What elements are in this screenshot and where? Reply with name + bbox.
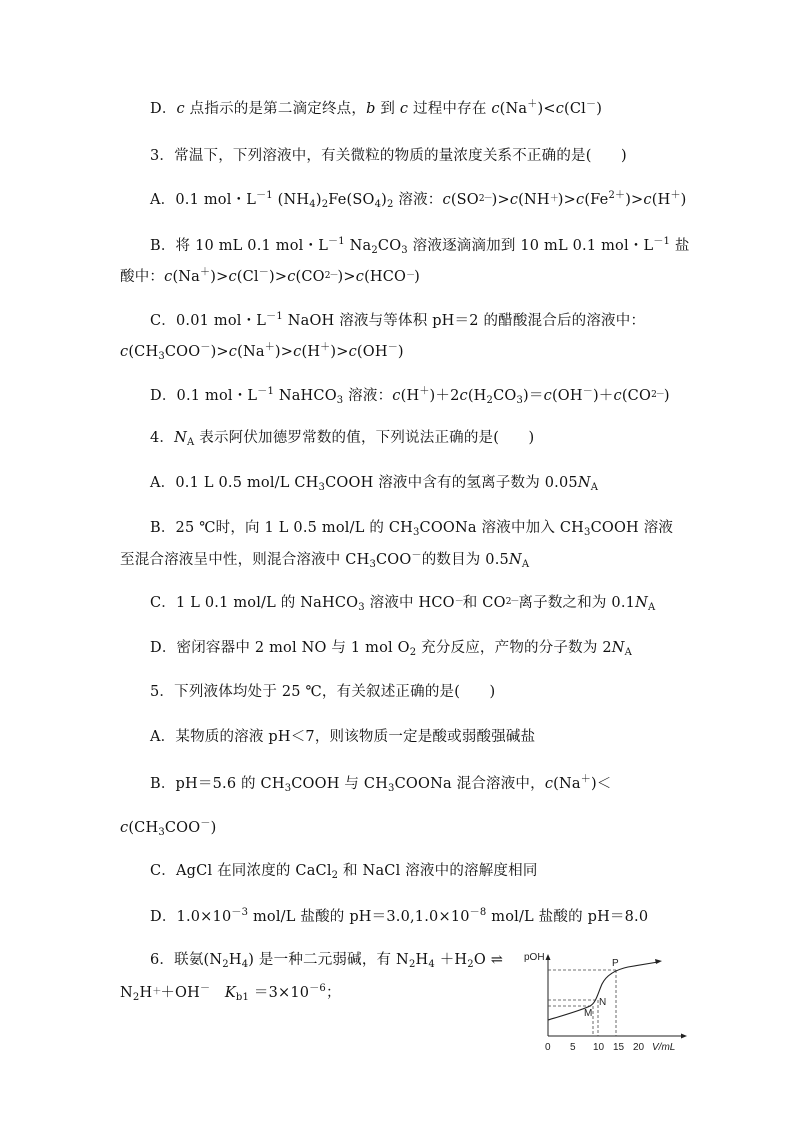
chart-xlabel: V/mL [652,1042,676,1053]
q4-option-c: C．1 L 0.1 mol/L 的 NaHCO$_3$ 溶液中 HCO－和 CO2－离子数之和为 $0.1N_A$ [150,595,656,613]
q5-option-b-line1: B．pH＝5.6 的 $CH_3COOH$ 与 $CH_3COONa$ 混合溶液中，c(Na＋)＜ [150,774,612,794]
y-axis-arrow [546,954,551,960]
q3-option-a: A．0.1 mol・$L^{-1}$ $(NH_4)_2Fe(SO_4)_2$ 溶液：$c(SO2-)>c(NH+)>c(Fe^{2+})>c(H^+)$ [150,190,687,210]
q3-option-b-line2: 酸中：c(Na＋)>c(Cl－)>c(CO2－)>c(HCO－) [120,267,421,285]
question-3: 3．常温下，下列溶液中，有关微粒的物质的量浓度关系不正确的是( ) [150,148,627,164]
q4-option-d: D．密闭容器中 2 mol NO 与 1 mol $O_2$ 充分反应，产物的分子数为 $2N_A$ [150,640,633,658]
x-tick: 10 [593,1042,605,1053]
chart-ylabel: pOH [524,952,545,963]
q3-option-b-line1: B．将 10 mL 0.1 mol・$L^{-1}$ $Na_2CO_3$ 溶液逐滴滴加到 10 mL 0.1 mol・$L^{-1}$ 盐 [150,236,690,256]
point-label-p: P [612,958,619,969]
question-4: 4．$N_A$ 表示阿伏加德罗常数的值，下列说法正确的是( ) [150,430,535,448]
x-tick: 0 [545,1042,551,1053]
option-d-q2: D．c 点指示的是第二滴定终点，b 到 c 过程中存在 c(Na＋)<c(Cl－) [150,99,603,117]
q4-option-a: A．0.1 L 0.5 mol/L $CH_3COOH$ 溶液中含有的氢离子数为 $0.05N_A$ [150,475,599,493]
q3-option-c-line1: C．0.01 mol・$L^{-1}$ NaOH 溶液与等体积 pH＝2 的醋酸混合后的溶液中： [150,311,646,329]
question-6-line1: 6．联氨$(N_2H_4)$ 是一种二元弱碱，有 $N_2H_4 +H_2O$ ⇌ [150,952,504,970]
titration-curve [548,962,658,1020]
q3-option-d: D．0.1 mol・$L^{-1}$ NaHCO$_3$ 溶液：$c(H^+)+2c(H_2CO_3)=c(OH^-)+c(CO2-)$ [150,386,670,406]
x-tick: 20 [633,1042,645,1053]
x-axis-arrow [681,1034,687,1039]
q5-option-a: A．某物质的溶液 pH＜7，则该物质一定是酸或弱酸强碱盐 [150,729,536,745]
x-tick: 5 [570,1042,576,1053]
question-6-line2: $N_2H++OH^-$ $K_{b1} =3\times 10^{-6}$； [120,983,341,1003]
q5-option-b-line2: $c(CH_3COO^-)$ [120,818,217,838]
question-5: 5．下列液体均处于 25 ℃，有关叙述正确的是( ) [150,684,496,700]
q5-option-c: C．AgCl 在同浓度的 CaCl$_2$ 和 NaCl 溶液中的溶解度相同 [150,863,538,881]
point-label-n: N [599,997,607,1008]
point-label-m: M [584,1008,593,1019]
q3-option-c-line2: $c(CH_3COO^-)>c(Na^+)>c(H^+)>c(OH^-)$ [120,342,404,362]
q4-option-b-line1: B．25 ℃时，向 1 L 0.5 mol/L 的 $CH_3COONa$ 溶液中加入 $CH_3COOH$ 溶液 [150,520,674,538]
titration-chart [518,948,694,1058]
x-tick: 15 [613,1042,625,1053]
q4-option-b-line2: 至混合溶液呈中性，则混合溶液中 $CH_3COO^-$的数目为 $0.5N_A$ [120,550,530,570]
q5-option-d: D．$1.0\times 10^{-3}$ mol/L 盐酸的 $pH=3.0,1.0\times 10^{-8}$ mol/L 盐酸的 pH＝8.0 [150,907,649,925]
curve-arrow [655,959,662,964]
